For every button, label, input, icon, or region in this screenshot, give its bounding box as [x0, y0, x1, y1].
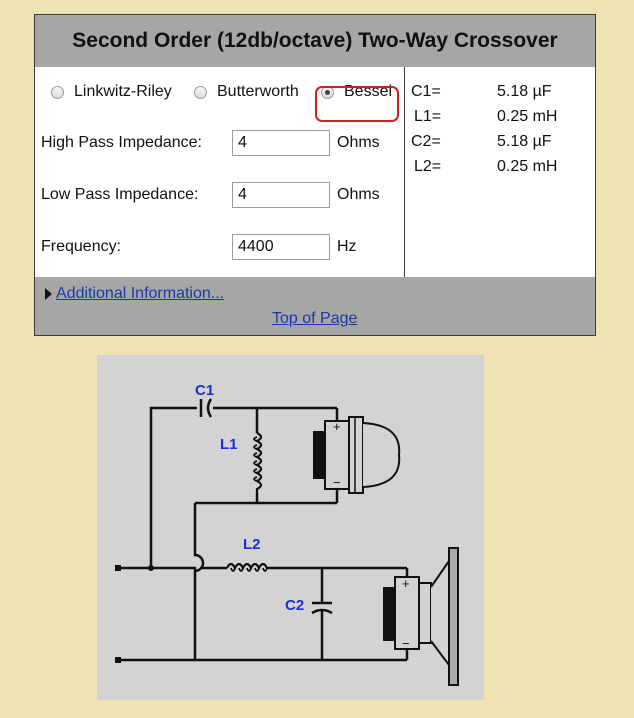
radio-linkwitz-riley[interactable]	[51, 83, 172, 101]
radio-label: Butterworth	[217, 83, 299, 100]
result-l2-value: 0.25 mH	[497, 158, 558, 175]
woofer-plus-label: +	[402, 576, 410, 591]
radio-circle-icon[interactable]	[51, 86, 64, 99]
low-pass-label: Low Pass Impedance:	[41, 186, 199, 203]
high-pass-unit: Ohms	[337, 134, 380, 151]
filter-type-group	[35, 79, 404, 107]
low-pass-impedance-input[interactable]	[232, 182, 330, 208]
l1-label: L1	[220, 436, 238, 453]
frequency-input[interactable]	[232, 234, 330, 260]
radio-label: Linkwitz-Riley	[74, 83, 172, 100]
tweeter-icon	[313, 417, 399, 493]
crossover-schematic	[97, 355, 484, 700]
radio-label: Bessel	[344, 83, 393, 100]
expand-triangle-icon[interactable]	[45, 288, 52, 300]
result-c1-value: 5.18 µF	[497, 83, 552, 100]
high-pass-row	[41, 130, 401, 158]
woofer-minus-label: −	[402, 636, 410, 651]
tweeter-minus-label: −	[333, 475, 341, 490]
result-l1-label: L1=	[414, 108, 442, 125]
high-pass-label: High Pass Impedance:	[41, 134, 202, 151]
result-c2-value: 5.18 µF	[497, 133, 552, 150]
result-c1-label: C1=	[411, 83, 441, 100]
schematic-diagram	[97, 355, 484, 700]
top-of-page-link[interactable]: Top of Page	[272, 310, 358, 327]
results-panel	[405, 67, 595, 277]
frequency-row	[41, 234, 401, 262]
radio-circle-icon[interactable]	[194, 86, 207, 99]
frequency-unit: Hz	[337, 238, 357, 255]
c2-label: C2	[285, 597, 305, 614]
result-l1-value: 0.25 mH	[497, 108, 558, 125]
l2-label: L2	[243, 536, 261, 553]
low-pass-row	[41, 182, 401, 210]
input-panel	[35, 67, 405, 277]
calculator-footer	[35, 277, 595, 335]
result-l2-label: L2=	[414, 158, 442, 175]
calculator-title: Second Order (12db/octave) Two-Way Crossover	[35, 15, 595, 67]
tweeter-plus-label: +	[333, 419, 341, 434]
frequency-label: Frequency:	[41, 238, 122, 255]
selection-highlight	[315, 86, 399, 122]
result-c2-label: C2=	[411, 133, 441, 150]
radio-butterworth[interactable]	[194, 83, 299, 101]
high-pass-impedance-input[interactable]	[232, 130, 330, 156]
c1-label: C1	[195, 382, 215, 399]
low-pass-unit: Ohms	[337, 186, 380, 203]
additional-information-link[interactable]: Additional Information...	[56, 285, 225, 302]
crossover-calculator	[34, 14, 596, 336]
